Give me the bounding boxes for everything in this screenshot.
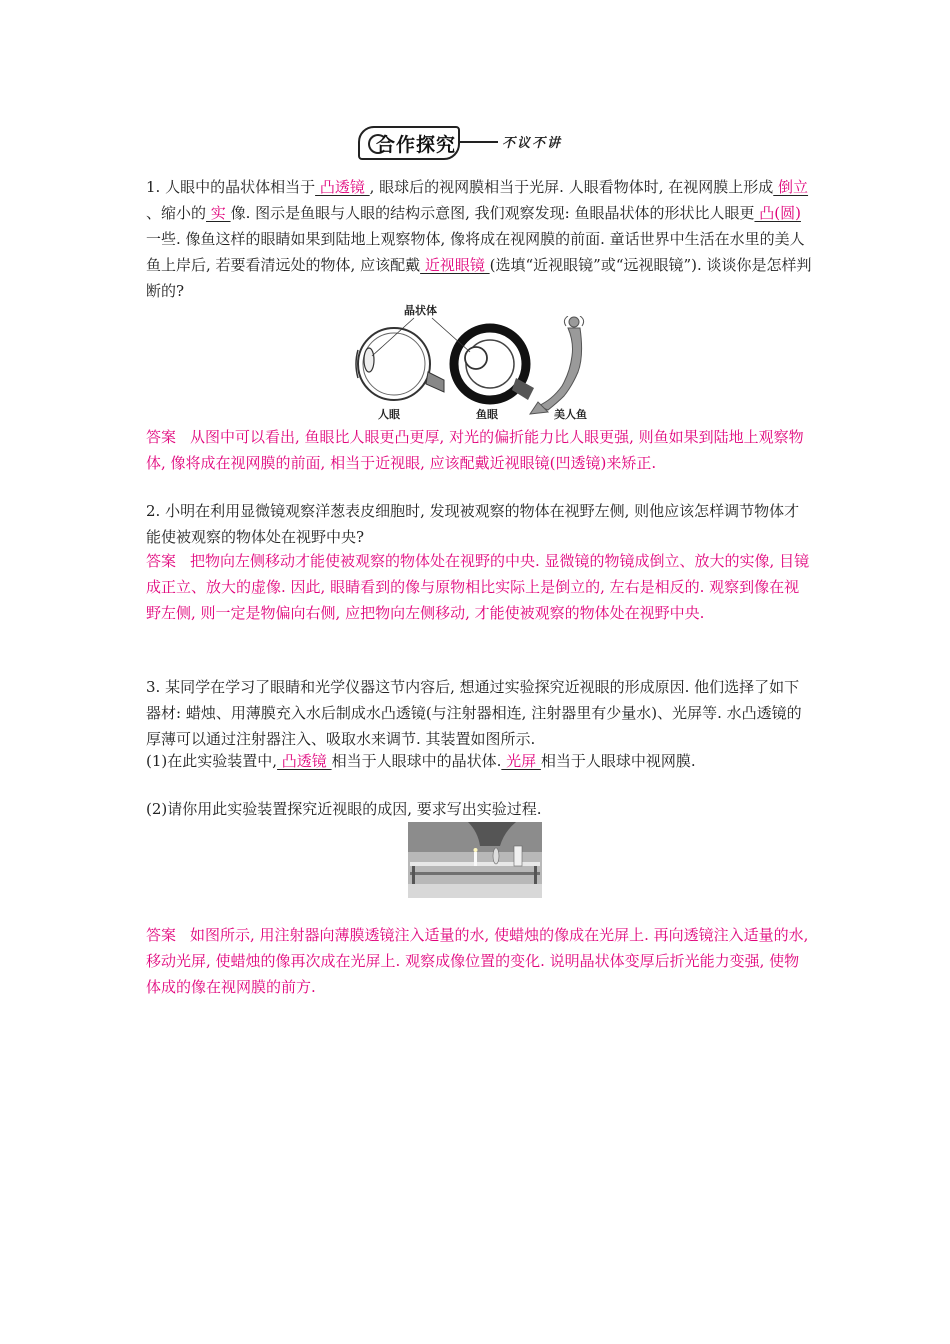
q3-answer <box>146 922 814 1000</box>
eye-diagram-svg <box>352 316 612 416</box>
q1-text-2: , 眼球后的视网膜相当于光屏. 人眼看物体时, 在视网膜上形成 <box>369 178 774 196</box>
header-dash <box>458 141 498 143</box>
q3-answer-text: 如图所示, 用注射器向薄膜透镜注入适量的水, 使蜡烛的像成在光屏上. 再向透镜注入适量的水, 移动光屏, 使蜡烛的像再次成在光屏上. 观察成像位置的变化. 说明晶状体变厚后折光能力变强, 使物体成的像在视网膜的前方. <box>146 926 809 996</box>
q3-s1-text-2: 相当于人眼球中的晶状体. <box>331 752 502 770</box>
q3-s2-text: (2)请你用此实验装置探究近视眼的成因, 要求写出实验过程. <box>146 800 542 818</box>
q2-answer <box>146 548 814 626</box>
q3-text: 3. 某同学在学习了眼睛和光学仪器这节内容后, 想通过实验探究近视眼的形成原因. 他们选择了如下器材: 蜡烛、用薄膜充入水后制成水凸透镜(与注射器相连, 注射器里有少量水)、光屏等. 水凸透镜的厚薄可以通过注射器注入、吸取水来调节. 其装置如图所示. <box>146 678 802 748</box>
q1-answer-label: 答案 <box>146 428 177 446</box>
fig-label-lens: 晶状体 <box>404 304 437 317</box>
q1-blank-3: 实 <box>206 204 231 222</box>
experiment-photo <box>408 822 542 898</box>
q1-blank-4: 凸(圆) <box>754 204 801 222</box>
q3-sub-2 <box>146 796 814 822</box>
q3-sub-1 <box>146 748 814 774</box>
q1-blank-1: 凸透镜 <box>315 178 370 196</box>
q1-text-6: (选填“近视眼镜”或“远视眼镜”). 谈谈你是怎样判断的? <box>146 256 812 300</box>
q1-text-4: 像. 图示是鱼眼与人眼的结构示意图, 我们观察发现: 鱼眼晶状体的形状比人眼更 <box>230 204 755 222</box>
q3-s1-text-1: (1)在此实验装置中, <box>146 752 278 770</box>
question-2 <box>146 498 814 550</box>
section-subtitle: 不议不讲 <box>502 136 563 151</box>
q3-s1-blank-1: 凸透镜 <box>277 752 332 770</box>
q1-answer <box>146 424 814 476</box>
section-title: 合作探究 <box>376 134 457 156</box>
question-1 <box>146 174 814 304</box>
eye-structure-figure <box>352 302 612 420</box>
q1-text-5: 一些. 像鱼这样的眼睛如果到陆地上观察物体, 像将成在视网膜的前面. 童话世界中生活在水里的美人鱼上岸后, 若要看清远处的物体, 应该配戴 <box>146 230 805 274</box>
q3-answer-label: 答案 <box>146 926 177 944</box>
q1-text-1: 1. 人眼中的晶状体相当于 <box>146 178 316 196</box>
experiment-photo-svg <box>408 822 542 898</box>
mermaid-icon <box>530 316 584 414</box>
q1-blank-2: 倒立 <box>773 178 809 196</box>
q1-blank-5: 近视眼镜 <box>420 256 490 274</box>
q3-s1-text-3: 相当于人眼球中视网膜. <box>540 752 696 770</box>
q2-answer-label: 答案 <box>146 552 177 570</box>
q3-s1-blank-2: 光屏 <box>501 752 541 770</box>
fig-label-mermaid: 美人鱼 <box>554 408 587 421</box>
q1-answer-text: 从图中可以看出, 鱼眼比人眼更凸更厚, 对光的偏折能力比人眼更强, 则鱼如果到陆地上观察物体, 像将成在视网膜的前面, 相当于近视眼, 应该配戴近视眼镜(凹透镜)来矫正. <box>146 428 804 472</box>
q2-answer-text: 把物向左侧移动才能使被观察的物体处在视野的中央. 显微镜的物镜成倒立、放大的实像, 目镜成正立、放大的虚像. 因此, 眼睛看到的像与原物相比实际上是倒立的, 左右是相反的. 观察到像在视野左侧, 则一定是物偏向右侧, 应把物向左侧移动, 才能使被观察的物体处在视野中央. <box>146 552 810 622</box>
q2-text: 2. 小明在利用显微镜观察洋葱表皮细胞时, 发现被观察的物体在视野左侧, 则他应该怎样调节物体才能使被观察的物体处在视野中央? <box>146 502 800 546</box>
question-3 <box>146 674 814 752</box>
fish-eye-icon <box>432 318 534 400</box>
fig-label-fish-eye: 鱼眼 <box>476 408 498 421</box>
human-eye-icon <box>356 318 444 400</box>
q1-text-3: 、缩小的 <box>146 204 207 222</box>
fig-label-human-eye: 人眼 <box>378 408 400 421</box>
section-header <box>358 124 598 160</box>
